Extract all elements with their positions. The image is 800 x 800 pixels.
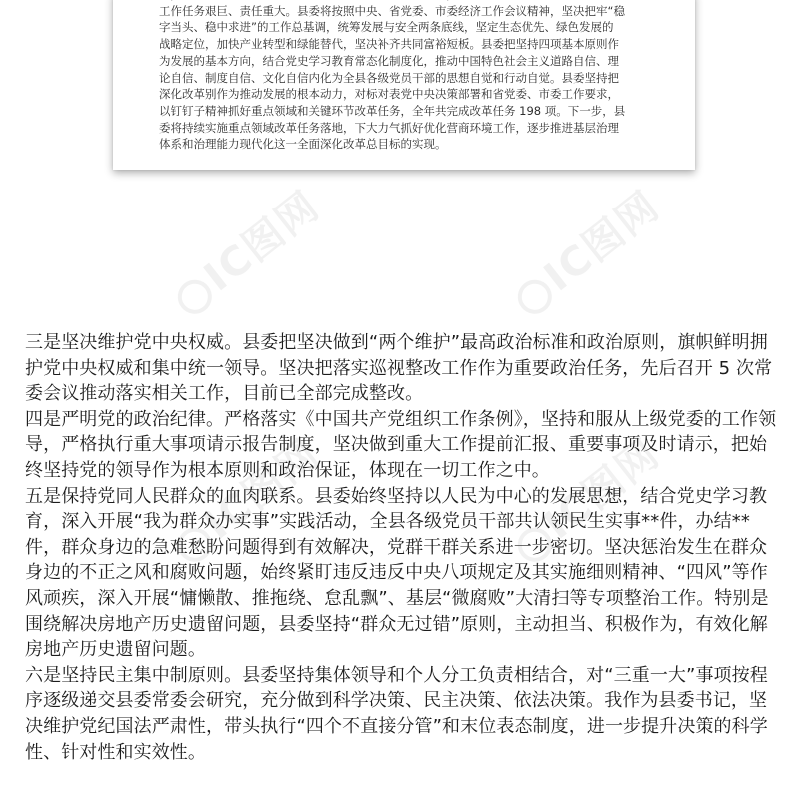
watermark-logo-icon <box>171 273 219 321</box>
card-line: 体系和治理能力现代化这一全面深化改革总目标的实现。 <box>159 137 447 152</box>
card-line: 战略定位，加快产业转型和绿能替代，坚决补齐共同富裕短板。县委把坚持四项基本原则作 <box>159 37 619 52</box>
watermark: IC图网 <box>500 176 669 326</box>
card-text-area <box>159 0 653 164</box>
card-line: 以钉钉子精神抓好重点领域和关键环节改革任务，全年共完成改革任务 198 项。下一步，县 <box>159 103 626 118</box>
card-line: 委将持续实施重点领域改革任务落地，下大力气抓好优化营商环境工作，逐步推进基层治理 <box>159 120 619 135</box>
card-line: 深化改革别作为推动发展的根本动力，对标对表党中央决策部署和省党委、市委工作要求， <box>159 87 619 102</box>
paragraph: 六是坚持民主集中制原则。县委坚持集体领导和个人分工负责相结合，对“三重一大”事项按程序逐级递交县委常委会研究，充分做到科学决策、民主决策、依法决策。我作为县委书记，坚决维护党纪国法严肃性，带头执行“四个不直接分管”和末位表态制度，进一步提升决策的科学性、针对性和实效性。 <box>25 664 768 763</box>
card-line: 工作任务艰巨、责任重大。县委将按照中央、省党委、市委经济工作会议精神，坚决把牢“稳 <box>159 3 625 18</box>
watermark-logo-icon <box>511 273 559 321</box>
document-card <box>113 0 695 170</box>
paragraph: 四是严明党的政治纪律。严格落实《中国共产党组织工作条例》，坚持和服从上级党委的工作领导，严格执行重大事项请示报告制度，坚决做到重大工作提前汇报、重要事项及时请示，把始终坚持党的领导作为根本原则和政治保证，体现在一切工作之中。 <box>25 408 777 481</box>
document-body <box>25 330 777 765</box>
paragraph: 五是保持党同人民群众的血肉联系。县委始终坚持以人民为中心的发展思想，结合党史学习教育，深入开展“我为群众办实事”实践活动，全县各级党员干部共认领民生实事**件，办结**件，群众身边的急难愁盼问题得到有效解决，党群干群关系进一步密切。坚决惩治发生在群众身边的不正之风和腐败问题，始终紧盯违反违反中央八项规定及其实施细则精神、“四风”等作风顽疾，深入开展“慵懒散、推拖绕、怠乱飘”、基层“微腐败”大清扫等专项整治工作。特别是围绕解决房地产历史遗留问题，县委坚持“群众无过错”原则，主动担当、积极作为，有效化解房地产历史遗留问题。 <box>25 485 769 661</box>
paragraph: 三是坚决维护党中央权威。县委把坚决做到“两个维护”最高政治标准和政治原则，旗帜鲜明拥护党中央权威和集中统一领导。坚决把落实巡视整改工作作为重要政治任务，先后召开 5 次常委会议推动落实相关工作，目前已全部完成整改。 <box>25 332 773 405</box>
card-line: 论自信、制度自信、文化自信内化为全县各级党员干部的思想自觉和行动自觉。县委坚持把 <box>159 70 619 85</box>
watermark: IC图网 <box>160 176 329 326</box>
card-line: 为发展的基本方向，结合党史学习教育常态化制度化，推动中国特色社会主义道路自信、理 <box>159 53 619 68</box>
watermark: IC图网 <box>160 424 329 574</box>
card-line: 字当头、稳中求进”的工作总基调，统筹发展与安全两条底线，坚定生态优先、绿色发展的 <box>159 20 614 35</box>
watermark: IC图网 <box>500 424 669 574</box>
